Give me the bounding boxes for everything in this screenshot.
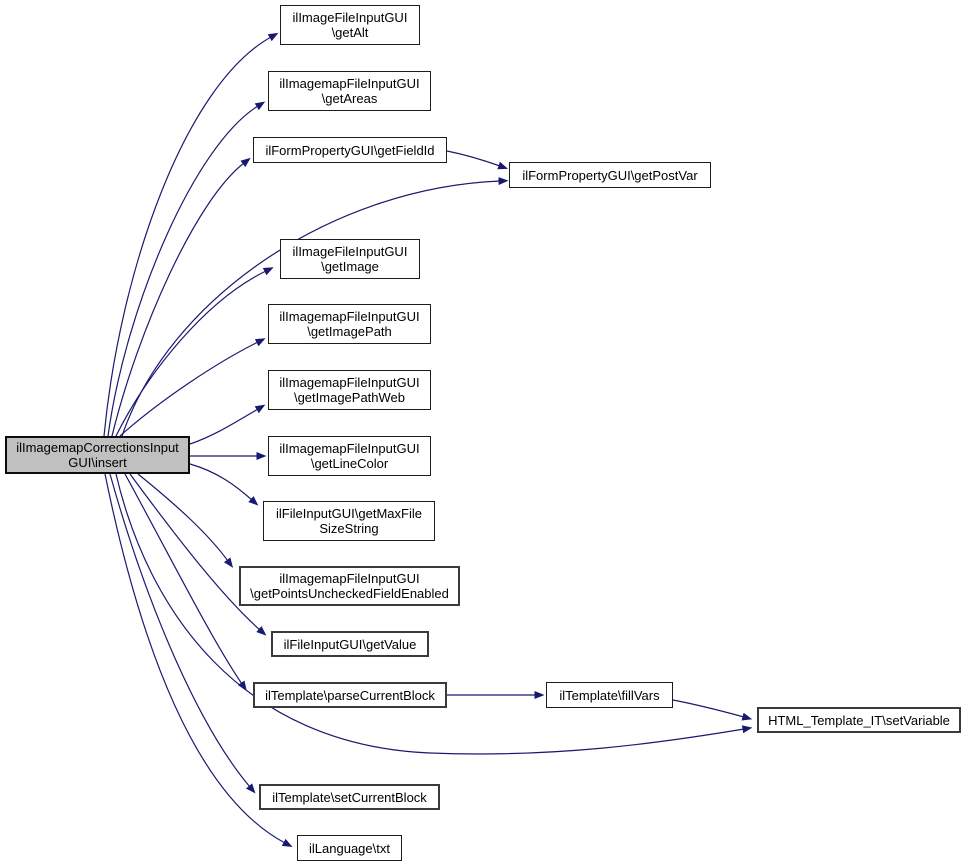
node-getLineColor[interactable] [268, 436, 431, 476]
node-fillVars[interactable] [546, 682, 673, 708]
node-label-line: ilImageFileInputGUI [292, 10, 408, 25]
node-label-line: \getLineColor [310, 456, 389, 471]
node-label-line: ilFileInputGUI\getValue [283, 636, 417, 652]
node-label-line: \getImagePathWeb [293, 390, 406, 405]
node-getPostVar[interactable] [509, 162, 711, 188]
node-label-line: ilImagemapFileInputGUI [279, 441, 420, 456]
node-label-line: ilTemplate\fillVars [559, 687, 660, 703]
node-label-line: ilImagemapFileInputGUI [279, 309, 420, 324]
node-label-line: ilTemplate\parseCurrentBlock [265, 687, 435, 703]
node-label-line: \getAreas [321, 91, 378, 106]
node-label-line: ilImageFileInputGUI [292, 244, 408, 259]
node-label-line: ilFormPropertyGUI\getFieldId [265, 142, 435, 158]
node-setVariable[interactable] [757, 707, 961, 733]
node-label-line: \getAlt [331, 25, 369, 40]
node-txt[interactable] [297, 835, 402, 861]
node-getImagePath[interactable] [268, 304, 431, 344]
node-setCurrentBlock[interactable] [259, 784, 440, 810]
node-label-line: ilImagemapFileInputGUI [279, 571, 420, 586]
node-label-line: \getImage [321, 259, 379, 274]
node-insert [5, 436, 190, 474]
node-getAreas[interactable] [268, 71, 431, 111]
node-getPointsUncheckedFieldEnabled[interactable] [239, 566, 460, 606]
node-label-line: ilImagemapFileInputGUI [279, 375, 420, 390]
node-getFieldId[interactable] [253, 137, 447, 163]
node-label-line: ilFileInputGUI\getMaxFile [276, 506, 422, 521]
node-parseCurrentBlock[interactable] [253, 682, 447, 708]
node-getImage[interactable] [280, 239, 420, 279]
node-label-line: ilFormPropertyGUI\getPostVar [522, 167, 698, 183]
node-getAlt[interactable] [280, 5, 420, 45]
node-label-line: HTML_Template_IT\setVariable [768, 712, 950, 728]
node-getImagePathWeb[interactable] [268, 370, 431, 410]
node-label-line: ilTemplate\setCurrentBlock [272, 789, 427, 805]
node-label-line: ilLanguage\txt [309, 840, 390, 856]
node-label-line: \getPointsUncheckedFieldEnabled [250, 586, 449, 601]
node-getMaxFileSizeString[interactable] [263, 501, 435, 541]
node-label-line: ilImagemapFileInputGUI [279, 76, 420, 91]
node-label-line: ilImagemapCorrectionsInput [16, 440, 179, 455]
node-label-line: GUI\insert [68, 455, 127, 470]
node-label-line: SizeString [319, 521, 379, 536]
node-getValue[interactable] [271, 631, 429, 657]
node-label-line: \getImagePath [307, 324, 392, 339]
